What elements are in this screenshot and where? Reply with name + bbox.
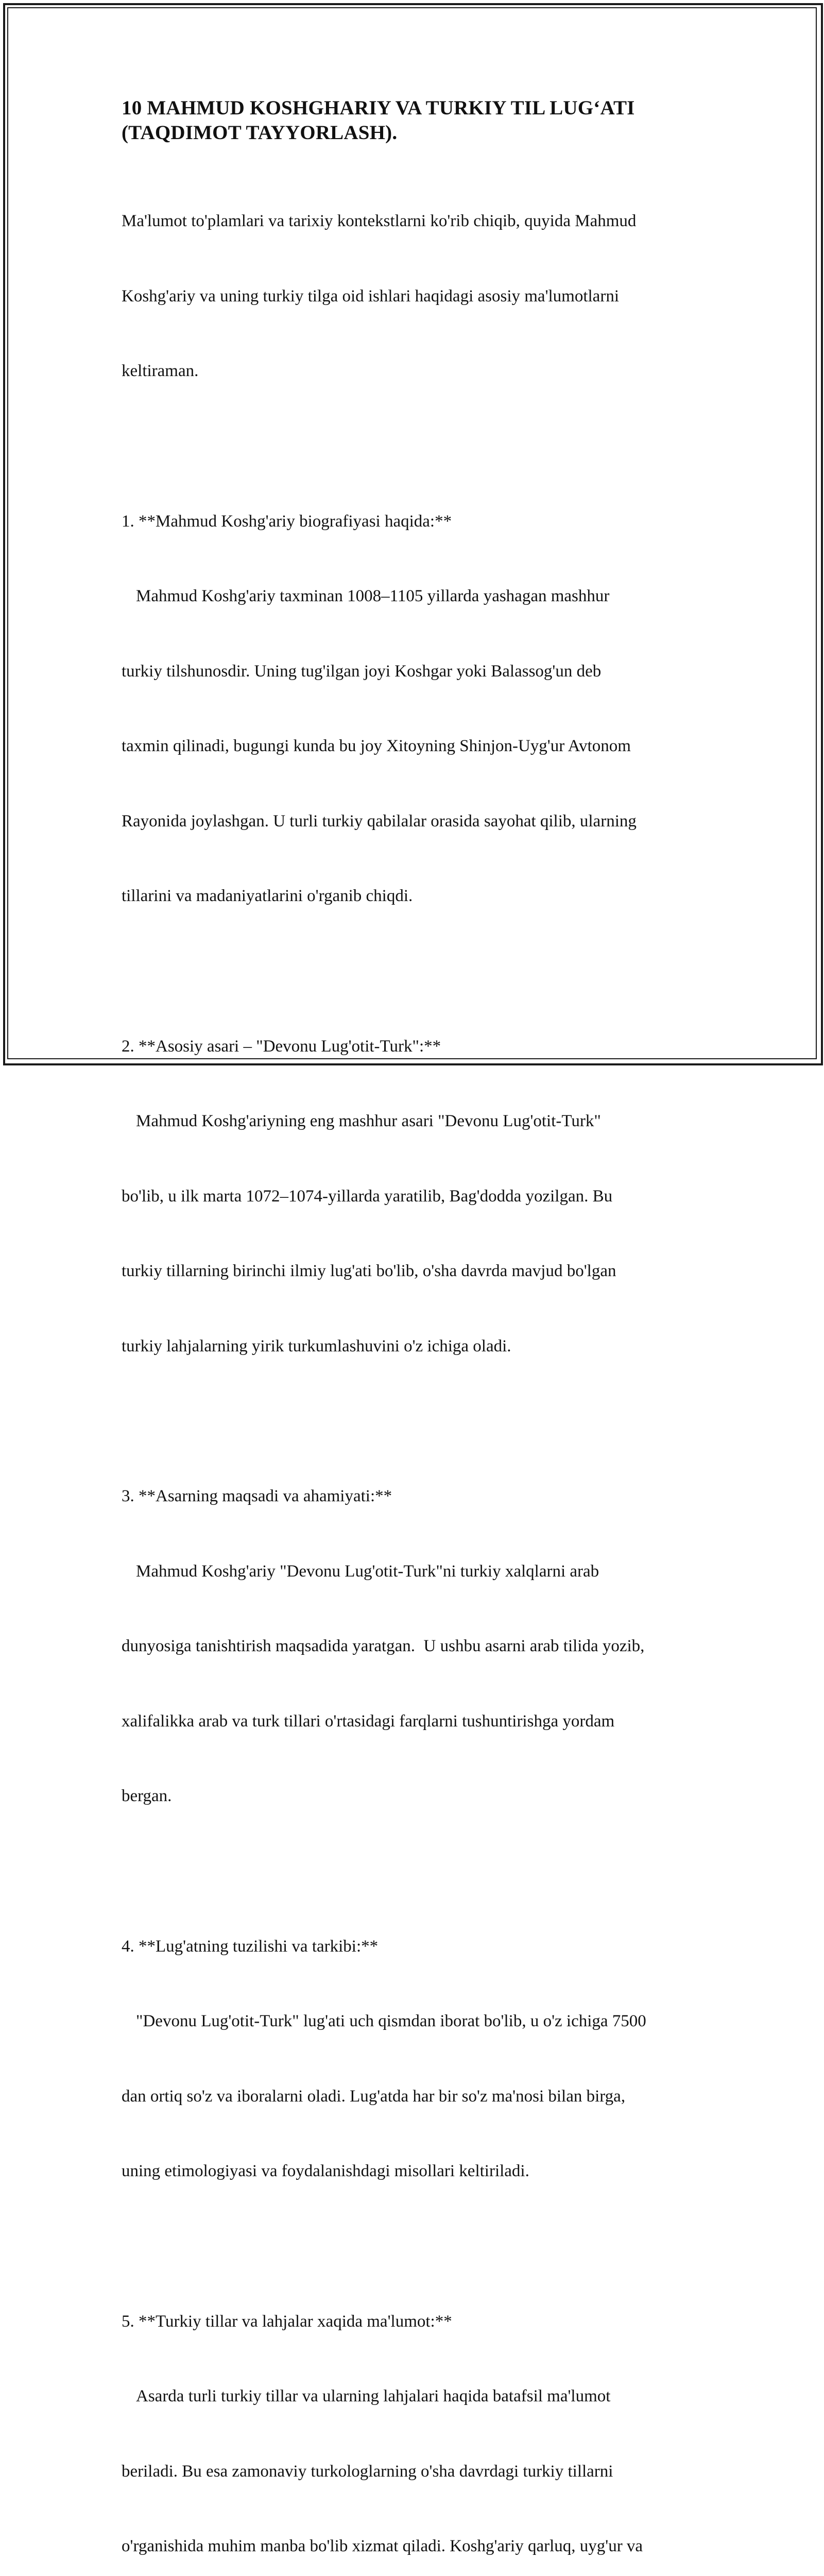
paragraph-gap [122,959,724,984]
section-heading: 1. **Mahmud Koshg'ariy biografiyasi haqida:** [122,509,724,534]
paragraph-gap [122,2234,724,2259]
section-line: Mahmud Koshg'ariy "Devonu Lug'otit-Turk"ni turkiy xalqlarni arab [122,1559,724,1584]
section-line: turkiy tillarning birinchi ilmiy lug'ati bo'lib, o'sha davrda mavjud bo'lgan [122,1259,724,1284]
section-heading: 5. **Turkiy tillar va lahjalar xaqida ma'lumot:** [122,2309,724,2334]
section-line: o'rganishida muhim manba bo'lib xizmat qiladi. Koshg'ariy qarluq, uyg'ur va [122,2534,724,2559]
section-line: uning etimologiyasi va foydalanishdagi misollari keltiriladi. [122,2159,724,2184]
intro-line: Ma'lumot to'plamlari va tarixiy kontekstlarni ko'rib chiqib, quyida Mahmud [122,209,724,234]
intro-paragraph [122,159,724,434]
page-title [122,96,724,145]
paragraph-gap [122,1859,724,1884]
section-line: Mahmud Koshg'ariy taxminan 1008–1105 yillarda yashagan mashhur [122,584,724,609]
section-line: turkiy tilshunosdir. Uning tug'ilgan joyi Koshgar yoki Balassog'un deb [122,659,724,684]
section-line: tillarini va madaniyatlarini o'rganib chiqdi. [122,884,724,909]
section-heading: 3. **Asarning maqsadi va ahamiyati:** [122,1484,724,1509]
section-line: "Devonu Lug'otit-Turk" lug'ati uch qismdan iborat bo'lib, u o'z ichiga 7500 [122,2009,724,2034]
section-3 [122,1434,724,1859]
section-line: turkiy lahjalarning yirik turkumlashuvini o'z ichiga oladi. [122,1334,724,1359]
section-5 [122,2259,724,2576]
section-line: xalifalikka arab va turk tillari o'rtasidagi farqlarni tushuntirishga yordam [122,1709,724,1734]
section-line: bergan. [122,1784,724,1809]
intro-line: Koshg'ariy va uning turkiy tilga oid ishlari haqidagi asosiy ma'lumotlarni [122,284,724,309]
paragraph-gap [122,1409,724,1434]
section-line: Rayonida joylashgan. U turli turkiy qabilalar orasida sayohat qilib, ularning [122,809,724,834]
section-line: Asarda turli turkiy tillar va ularning lahjalari haqida batafsil ma'lumot [122,2384,724,2409]
intro-line: keltiraman. [122,359,724,384]
section-1 [122,459,724,959]
section-heading: 4. **Lug'atning tuzilishi va tarkibi:** [122,1934,724,1959]
title-line-1: 10 MAHMUD KOSHGHARIY VA TURKIY TIL LUG‘ATI [122,96,724,121]
section-line: dan ortiq so'z va iboralarni oladi. Lug'atda har bir so'z ma'nosi bilan birga, [122,2084,724,2109]
section-line: taxmin qilinadi, bugungi kunda bu joy Xitoyning Shinjon-Uyg'ur Avtonom [122,734,724,759]
document-body [122,96,724,2576]
section-line: beriladi. Bu esa zamonaviy turkologlarning o'sha davrdagi turkiy tillarni [122,2459,724,2484]
section-line: bo'lib, u ilk marta 1072–1074-yillarda yaratilib, Bag'dodda yozilgan. Bu [122,1184,724,1209]
section-line: Mahmud Koshg'ariyning eng mashhur asari "Devonu Lug'otit-Turk" [122,1109,724,1134]
section-line: dunyosiga tanishtirish maqsadida yaratgan. U ushbu asarni arab tilida yozib, [122,1634,724,1659]
section-heading: 2. **Asosiy asari – "Devonu Lug'otit-Turk":** [122,1034,724,1059]
title-line-2: (TAQDIMOT TAYYORLASH). [122,121,724,145]
section-4 [122,1884,724,2234]
section-2 [122,984,724,1409]
paragraph-gap [122,434,724,459]
